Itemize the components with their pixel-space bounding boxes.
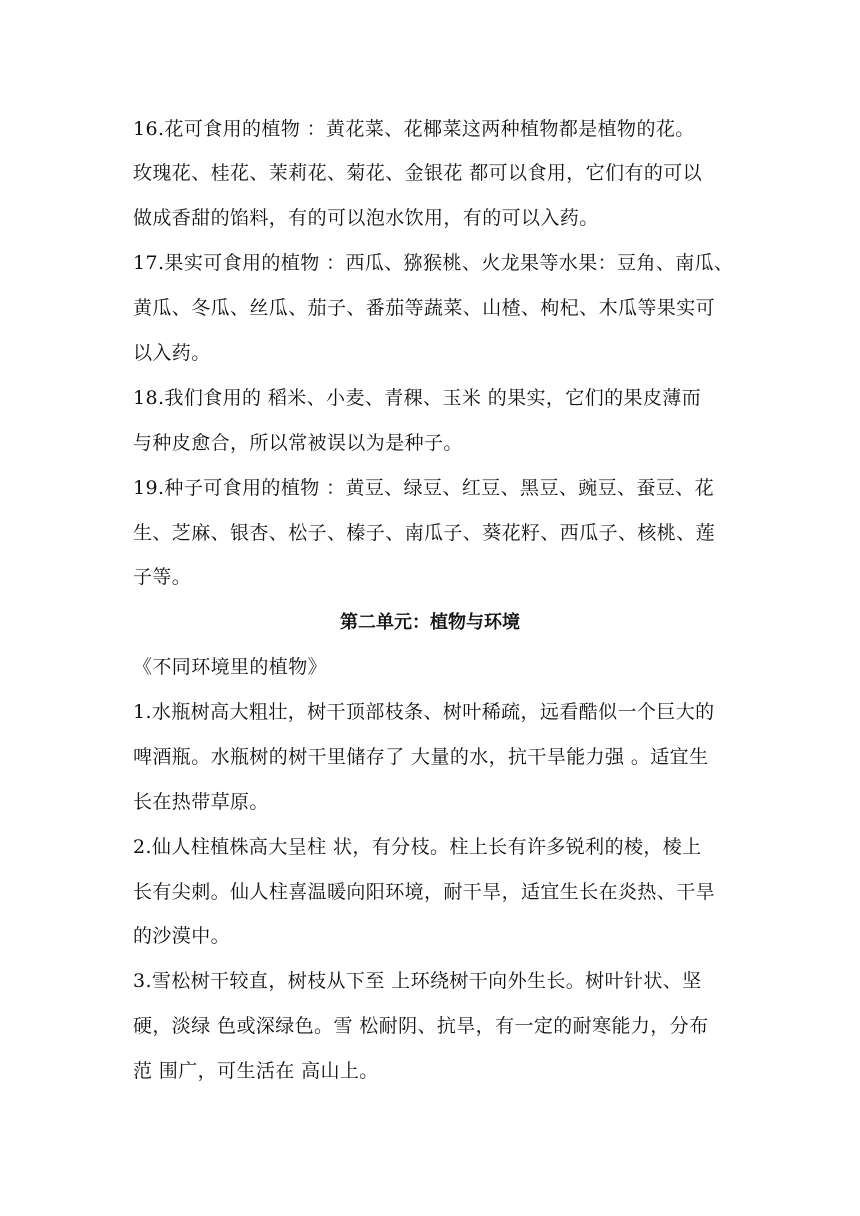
- paragraph-17-line-3: 以入药。: [133, 342, 211, 364]
- section-paragraph-2-line-1: 2.仙人柱植株高大呈柱 状，有分枝。柱上长有许多锐利的棱，棱上: [133, 836, 702, 858]
- section-paragraph-3-line-2: 硬，淡绿 色或深绿色。雪 松耐阴、抗旱，有一定的耐寒能力，分布: [133, 1015, 709, 1037]
- section-paragraph-3-line-1: 3.雪松树干较直，树枝从下至 上环绕树干向外生长。树叶针状、坚: [133, 970, 702, 992]
- section-paragraph-2-line-3: 的沙漠中。: [133, 925, 231, 947]
- section-paragraph-1-line-3: 长在热带草原。: [133, 791, 269, 813]
- paragraph-19-line-3: 子等。: [133, 566, 192, 588]
- paragraph-18-line-2: 与种皮愈合，所以常被误以为是种子。: [133, 432, 463, 454]
- paragraph-19-line-1: 19.种子可食用的植物 ：黄豆、绿豆、红豆、黑豆、豌豆、蚕豆、花: [133, 477, 715, 499]
- paragraph-flowers-line-2: 做成香甜的馅料，有的可以泡水饮用，有的可以入药。: [133, 207, 599, 229]
- paragraph-18-line-1: 18.我们食用的 稻米、小麦、青稞、玉米 的果实，它们的果皮薄而: [133, 387, 702, 409]
- paragraph-flowers-line-1: 玫瑰花、桂花、茉莉花、菊花、金银花 都可以食用，它们有的可以: [133, 162, 703, 184]
- paragraph-17-line-1: 17.果实可食用的植物 ：西瓜、猕猴桃、火龙果等水果：豆角、南瓜、: [133, 252, 734, 274]
- paragraph-17-line-2: 黄瓜、冬瓜、丝瓜、茄子、番茄等蔬菜、山楂、枸杞、木瓜等果实可: [133, 297, 716, 319]
- section-paragraph-2-line-2: 长有尖刺。仙人柱喜温暖向阳环境，耐干旱，适宜生长在炎热、干旱: [133, 881, 716, 903]
- section-heading: 第二单元：植物与环境: [340, 612, 520, 633]
- section-paragraph-1-line-2: 啤酒瓶。水瓶树的树干里储存了 大量的水，抗干旱能力强 。适宜生: [133, 746, 709, 768]
- section-paragraph-3-line-3: 范 围广，可生活在 高山上。: [133, 1060, 379, 1082]
- paragraph-16-line-1: 16.花可食用的植物 ：黄花菜、花椰菜这两种植物都是植物的花。: [133, 118, 695, 140]
- paragraph-19-line-2: 生、芝麻、银杏、松子、榛子、南瓜子、葵花籽、西瓜子、核桃、莲: [133, 522, 716, 544]
- section-paragraph-1-line-1: 1.水瓶树高大粗壮，树干顶部枝条、树叶稀疏，远看酷似一个巨大的: [133, 701, 715, 723]
- lesson-title: 《不同环境里的植物》: [133, 656, 328, 678]
